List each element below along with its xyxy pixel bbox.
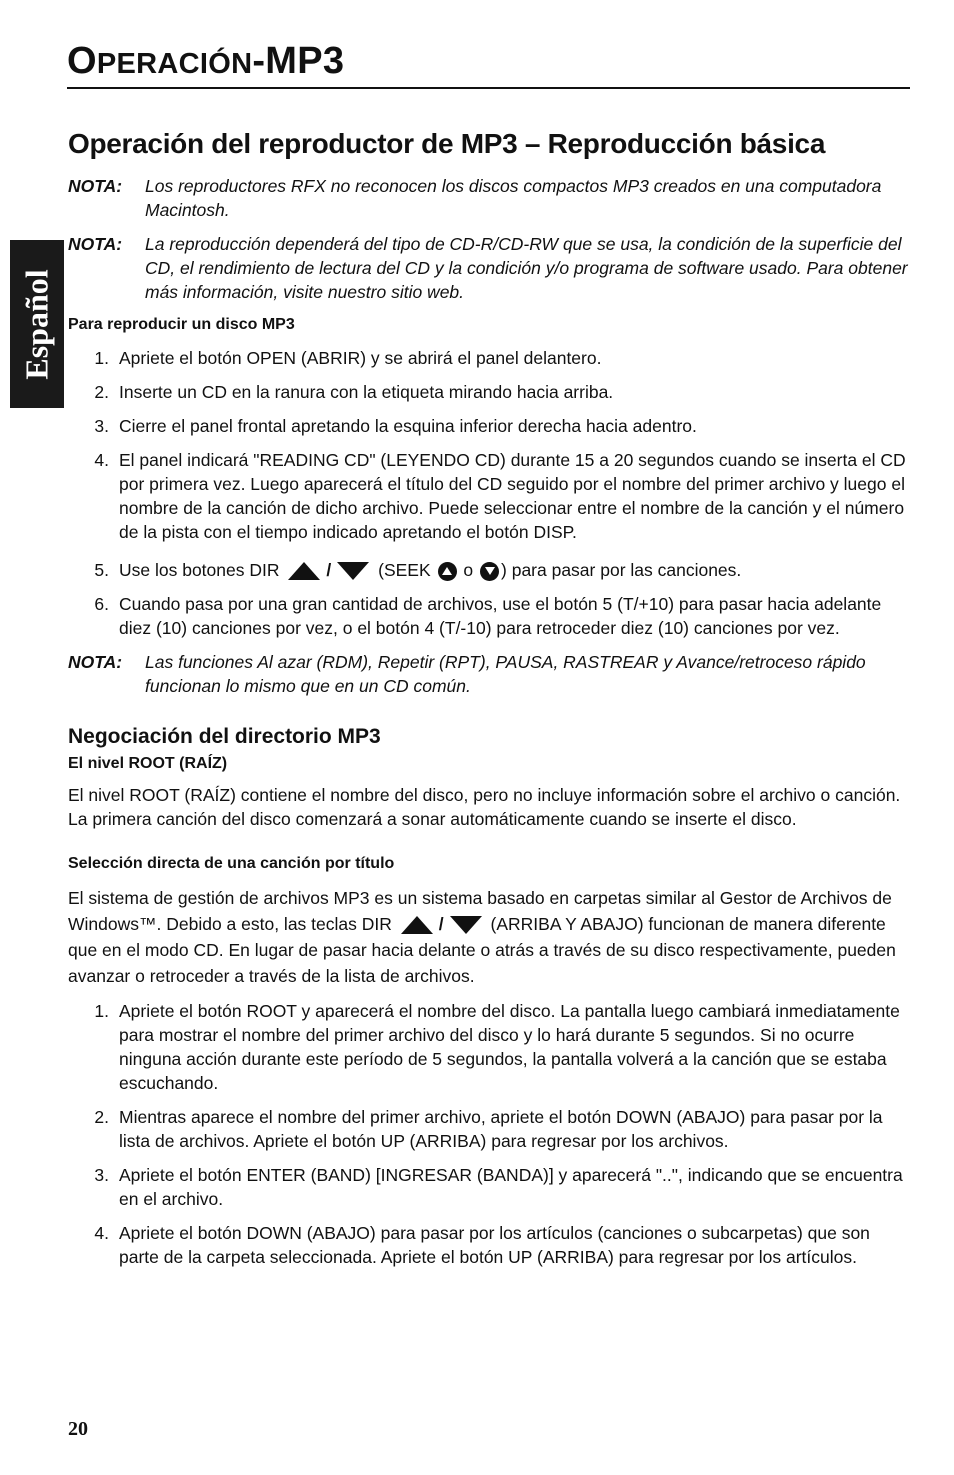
arrow-up-icon [401,916,433,934]
page-title: OPERACIÓN-MP3 [67,40,345,82]
arrow-down-icon [450,916,482,934]
list-item: 5. Use los botones DIR / (SEEK o ) para pasar por las canciones. [94,560,742,580]
header-rule [67,87,910,89]
list-item: 6. Cuando pasa por una gran cantidad de archivos, use el botón 5 (T/+10) para pasar hacia adelante diez (10) canciones por vez, o el botón 4 (T/-10) para retroceder diez (10) canciones por vez. [94,594,882,638]
note-2: NOTA: La reproducción dependerá del tipo de CD-R/CD-RW que se usa, la condición de la superficie del CD, el rendimiento de lectura del CD y la condición y/o programa de software usado. Para obtener más información, visite nuestro sitio web. [68,234,908,302]
list-item: 1. Apriete el botón ROOT y aparecerá el nombre del disco. La pantalla luego cambiará inmediatamente para mostrar el nombre del primer archivo del disco y lo hará durante 5 segundos. Si no ocurre ninguna acción durante este período de 5 segundos, la pantalla volverá a la canción que se estaba escuchando. [94,1001,900,1093]
page-number: 20 [68,1418,88,1440]
list-item: 1. Apriete el botón OPEN (ABRIR) y se abrirá el panel delantero. [94,348,602,368]
root-text: El nivel ROOT (RAÍZ) contiene el nombre del disco, pero no incluye información sobre el archivo o canción. La primera canción del disco comenzará a sonar automáticamente cuando se inserte el disco. [68,785,901,829]
direct-text: El sistema de gestión de archivos MP3 es un sistema basado en carpetas similar al Gestor de Archivos de Windows™. Debido a esto, las teclas DIR / (ARRIBA Y ABAJO) funcionan de manera diferente que en el modo CD. En lugar de pasar hacia delante o atrás a través de su disco respectivamente, pueden avanzar o retroceder a través de la lista de archivos. [68,888,896,986]
main-content [68,126,910,1279]
directory-title: Negociación del directorio MP3 [68,725,381,748]
page-header [67,40,910,89]
seek-down-icon [480,562,499,581]
arrow-down-icon [337,562,369,580]
direct-heading: Selección directa de una canción por título [68,855,395,872]
list-item: 3. Cierre el panel frontal apretando la esquina inferior derecha hacia adentro. [94,416,697,436]
list-item: 2. Inserte un CD en la ranura con la etiqueta mirando hacia arriba. [94,382,614,402]
play-heading: Para reproducir un disco MP3 [68,316,295,333]
list-item: 4. Apriete el botón DOWN (ABAJO) para pasar por los artículos (canciones o subcarpetas) que son parte de la carpeta seleccionada. Apriete el botón UP (ARRIBA) para regresar por los artículos. [94,1223,870,1267]
directory-steps [68,999,910,1269]
language-tab [10,240,64,408]
note-1: NOTA: Los reproductores RFX no reconocen los discos compactos MP3 creados en una computadora Macintosh. [68,176,882,220]
list-item: 2. Mientras aparece el nombre del primer archivo, apriete el botón DOWN (ABAJO) para pasar por la lista de archivos. Apriete el botón UP (ARRIBA) para regresar por los archivos. [94,1107,883,1151]
arrow-up-icon [288,562,320,580]
section-title: Operación del reproductor de MP3 – Reproducción básica [68,128,826,159]
seek-up-icon [438,562,457,581]
list-item: 4. El panel indicará "READING CD" (LEYENDO CD) durante 15 a 20 segundos cuando se inserta el CD por primera vez. Luego aparecerá el título del CD seguido por el nombre del primer archivo y luego el nombre de la canción de dicho archivo. Puede seleccionar entre el nombre de la canción y el número de la pista con el tiempo indicado apretando el botón DISP. [94,450,906,542]
language-tab-label: Español [18,268,55,380]
root-heading: El nivel ROOT (RAÍZ) [68,755,228,772]
play-steps [68,346,910,640]
list-item: 3. Apriete el botón ENTER (BAND) [INGRESAR (BANDA)] y aparecerá "..", indicando que se encuentra en el archivo. [94,1165,903,1209]
note-3: NOTA: Las funciones Al azar (RDM), Repetir (RPT), PAUSA, RASTREAR y Avance/retroceso rápido funcionan lo mismo que en un CD común. [68,652,866,696]
